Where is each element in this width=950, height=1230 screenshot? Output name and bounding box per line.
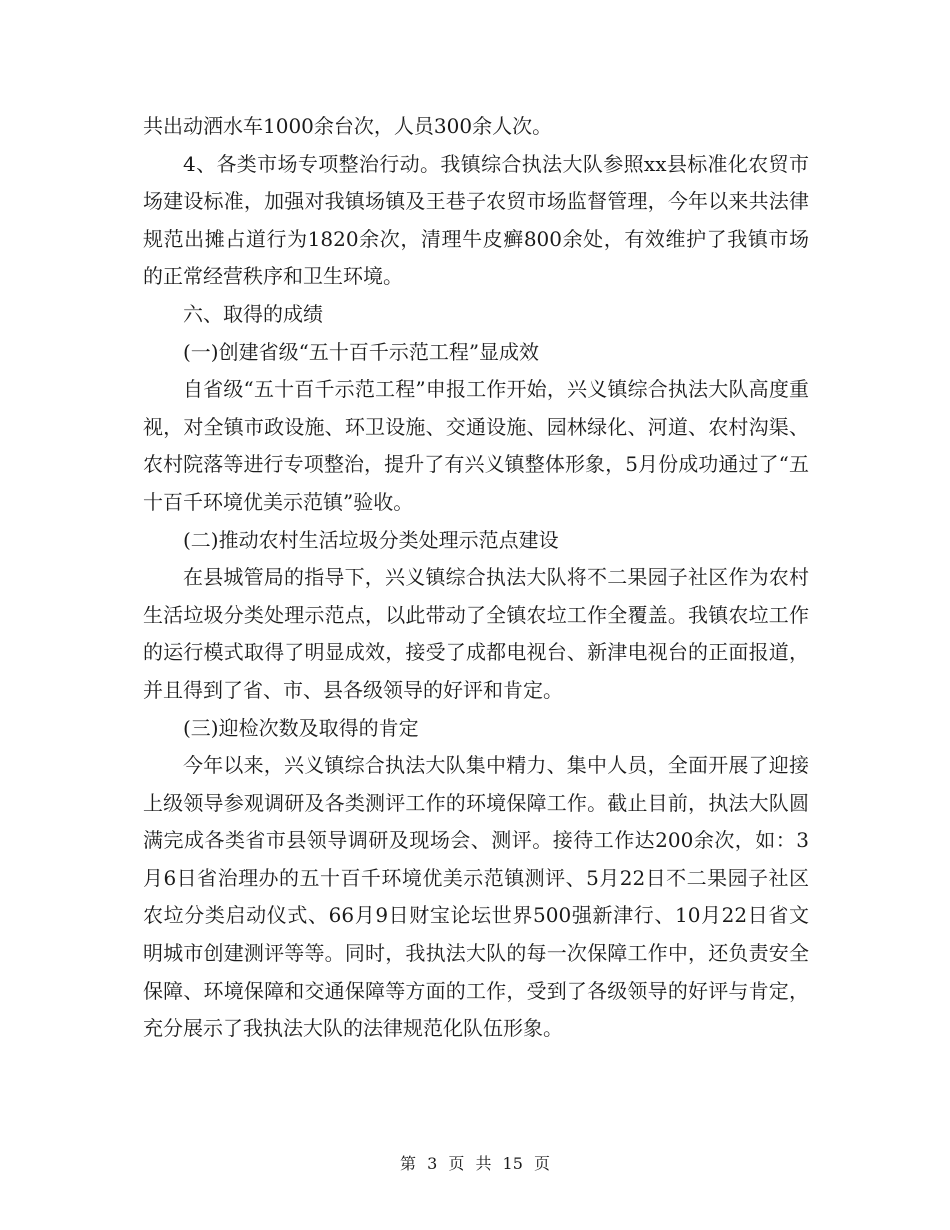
subheading-garbage-sorting: (二)推动农村生活垃圾分类处理示范点建设 (183, 527, 559, 552)
subheading-inspections: (三)迎检次数及取得的肯定 (183, 715, 419, 740)
paragraph-inspections: 今年以来，兴义镇综合执法大队集中精力、集中人员，全面开展了迎接上级领导参观调研及各类测评工作的环境保障工作。截止目前，执法大队圆满完成各类省市县领导调研及现场会、测评。接待工作达200余次，如：3月6日省治理办的五十百千环境优美示范镇测评、5月22日不二果园子社区农垃分类启动仪式、66月9日财宝论坛世界500强新津行、10月22日省文明城市创建测评等等。同时，我执法大队的每一次保障工作中，还负责安全保障、环境保障和交通保障等方面的工作，受到了各级领导的好评与肯定，充分展示了我执法大队的法律规范化队伍形象。 (143, 753, 809, 1041)
subheading-demo-project: (一)创建省级“五十百千示范工程”显成效 (183, 339, 540, 364)
section-heading-achievements: 六、取得的成绩 (183, 301, 323, 326)
paragraph-demo-project: 自省级“五十百千示范工程”申报工作开始，兴义镇综合执法大队高度重视，对全镇市政设施、环卫设施、交通设施、园林绿化、河道、农村沟渠、农村院落等进行专项整治，提升了有兴义镇整体形象，5月份成功通过了“五十百千环境优美示范镇”验收。 (143, 377, 809, 514)
paragraph-market-rectification: 4、各类市场专项整治行动。我镇综合执法大队参照xx县标准化农贸市场建设标准，加强对我镇场镇及王巷子农贸市场监督管理，今年以来共法律规范出摊占道行为1820余次，清理牛皮癣800余处，有效维护了我镇市场的正常经营秩序和卫生环境。 (143, 151, 809, 289)
paragraph-garbage-sorting: 在县城管局的指导下，兴义镇综合执法大队将不二果园子社区作为农村生活垃圾分类处理示范点，以此带动了全镇农垃工作全覆盖。我镇农垃工作的运行模式取得了明显成效，接受了成都电视台、新津电视台的正面报道，并且得到了省、市、县各级领导的好评和肯定。 (143, 565, 809, 702)
paragraph-1: 共出动洒水车1000余台次，人员300余人次。 (143, 114, 553, 138)
document-body (143, 108, 809, 1048)
page-number-footer: 第 3 页 共 15 页 (400, 1154, 550, 1173)
